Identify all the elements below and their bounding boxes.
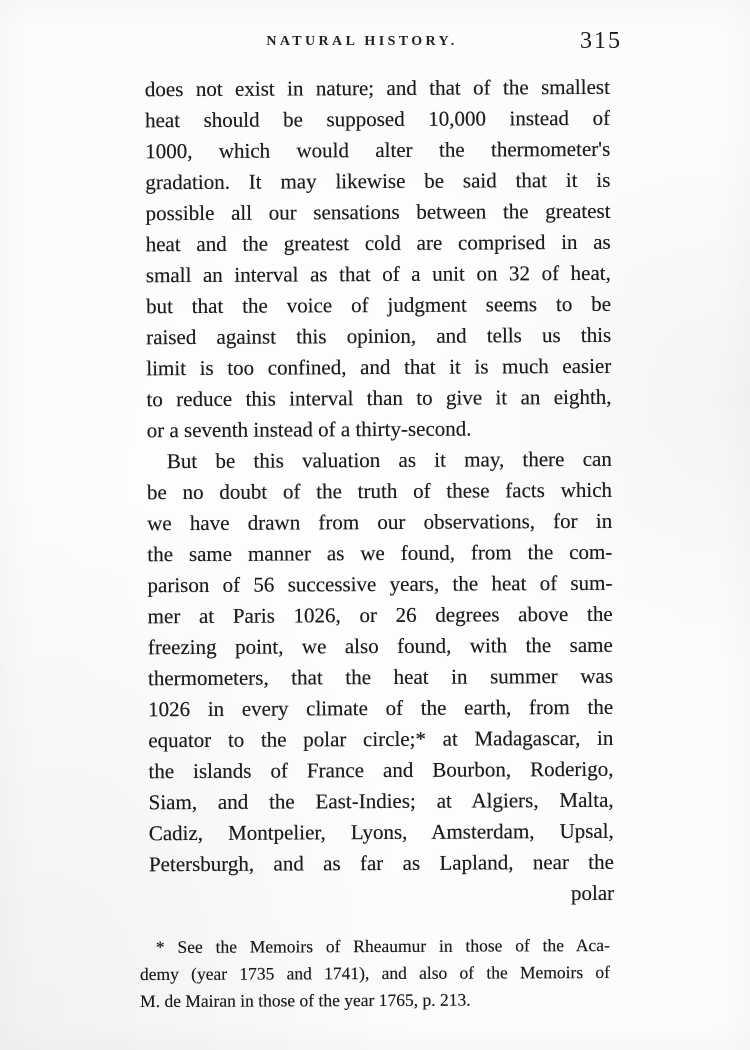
text-line: raised against this opinion, and tells us this	[146, 322, 612, 350]
text-line: demy (year 1735 and 1741), and also of the Memoirs of	[139, 961, 611, 985]
footnote-text	[140, 932, 610, 1015]
text-line: but that the voice of judgment seems to be	[145, 291, 612, 319]
text-line: we have drawn from our observations, for in	[147, 508, 613, 536]
text-line: thermometers, that the heat in summer was	[147, 663, 614, 691]
text-line: equator to the polar circle;* at Madagascar, in	[148, 725, 614, 753]
text-line: M. de Mairan in those of the year 1765, p. 213.	[140, 989, 471, 1012]
text-line: But be this valuation as it may, there can	[166, 446, 612, 474]
text-line: the same manner as we found, from the com-	[147, 539, 613, 567]
text-line: does not exist in nature; and that of the smallest	[144, 74, 610, 102]
text-line: freezing point, we also found, with the same	[147, 632, 613, 660]
text-line: limit is too confined, and that it is much easier	[146, 353, 612, 381]
text-line: or a seventh instead of a thirty-second.	[146, 416, 472, 443]
text-line: to reduce this interval than to give it an eighth,	[146, 384, 612, 412]
text-line: heat should be supposed 10,000 instead of	[144, 105, 611, 133]
footnote-block	[140, 932, 610, 1015]
text-line: small an interval as that of a unit on 32 of heat,	[145, 260, 611, 288]
text-line: Siam, and the East-Indies; at Algiers, Malta,	[148, 787, 614, 815]
text-line: the islands of France and Bourbon, Roderigo,	[148, 756, 614, 784]
text-line: Petersburgh, and as far as Lapland, near the	[148, 849, 615, 877]
text-line: be no doubt of the truth of these facts which	[146, 477, 613, 505]
text-line: 1000, which would alter the thermometer's	[145, 136, 611, 164]
body-text-block	[145, 72, 614, 911]
page-number: 315	[580, 28, 622, 54]
text-line: Cadiz, Montpelier, Lyons, Amsterdam, Upsal,	[148, 818, 614, 846]
catchword: polar	[570, 880, 615, 906]
text-line: possible all our sensations between the greatest	[145, 198, 611, 226]
text-line: gradation. It may likewise be said that it is	[145, 167, 611, 195]
text-line: * See the Memoirs of Rheaumur in those of the Aca-	[155, 934, 610, 957]
text-line: parison of 56 successive years, the heat of sum-	[147, 570, 613, 598]
text-line: 1026 in every climate of the earth, from the	[148, 694, 614, 722]
running-header: NATURAL HISTORY.	[266, 34, 458, 49]
body-text	[145, 72, 614, 880]
text-line: mer at Paris 1026, or 26 degrees above the	[147, 601, 613, 629]
text-line: heat and the greatest cold are comprised in as	[145, 229, 611, 257]
